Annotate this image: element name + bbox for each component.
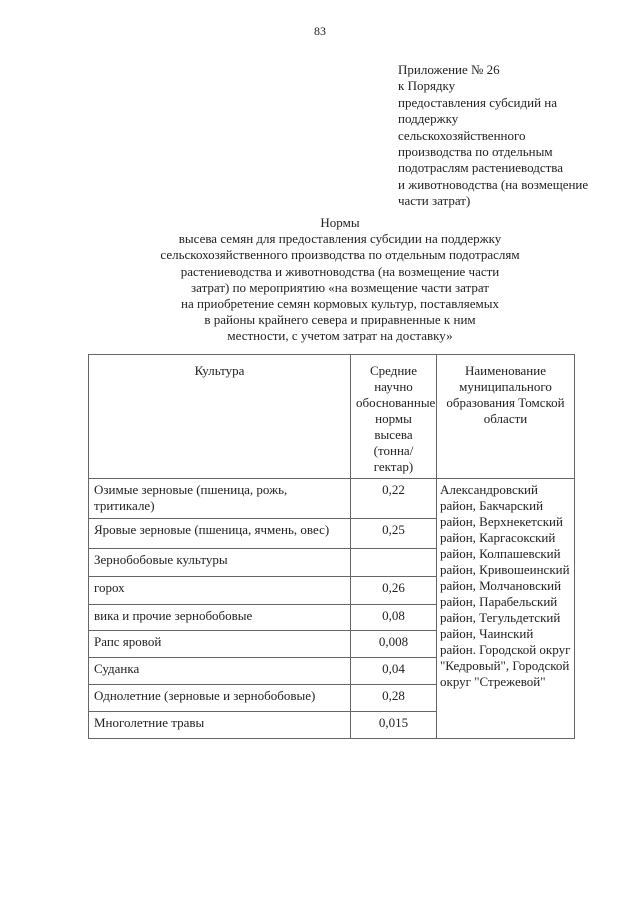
header-crop: Культура [89,355,351,479]
crop-cell: Однолетние (зерновые и зернобобовые) [89,685,351,712]
document-title [140,215,540,345]
appendix-note: Приложение № 26 к Порядку предоставления субсидий на поддержку сельскохозяйственного производства по отдельным подотраслям растениеводства и животноводства (на возмещение части затрат) [398,62,589,209]
crop-cell: Зернобобовые культуры [89,549,351,577]
rate-cell: 0,04 [351,658,437,685]
crop-cell: вика и прочие зернобобовые [89,605,351,631]
rate-cell: 0,008 [351,631,437,658]
title-subtitle: высева семян для предоставления субсидии на поддержку сельскохозяйственного производства по отдельным подотраслям растениеводства и животноводства (на возмещение части затрат) по мероприятию «на возмещение части затрат на приобретение семян кормовых культур, поставляемых в районы крайнего севера и приравненные к ним местности, с учетом затрат на доставку» [160,231,520,344]
crop-cell: Многолетние травы [89,712,351,739]
page-number: 83 [314,24,326,38]
crop-cell: Озимые зерновые (пшеница, рожь, тритикале) [89,479,351,519]
municipality-cell: Александровский район, Бакчарский район, Верхнекетский район, Каргасокский район, Колпашевский район, Кривошеинский район, Молчановский район, Парабельский район, Тегульдетский район, Чаинский район. Городской округ "Кедровый", Городской округ "Стрежевой" [437,479,575,739]
table-row [89,479,575,519]
header-municipality: Наименование муниципального образования Томской области [437,355,575,479]
rate-cell: 0,25 [351,519,437,549]
rate-cell: 0,22 [351,479,437,519]
rate-cell: 0,28 [351,685,437,712]
header-rate: Средние научно обоснованные нормы высева (тонна/гектар) [351,355,437,479]
crop-cell: Яровые зерновые (пшеница, ячмень, овес) [89,519,351,549]
rate-cell [351,549,437,577]
title-heading: Нормы [320,215,360,230]
crop-cell: Суданка [89,658,351,685]
table-header-row [89,355,575,479]
seeding-norms-table [88,354,575,739]
rate-cell: 0,015 [351,712,437,739]
crop-cell: горох [89,577,351,605]
rate-cell: 0,26 [351,577,437,605]
crop-cell: Рапс яровой [89,631,351,658]
rate-cell: 0,08 [351,605,437,631]
